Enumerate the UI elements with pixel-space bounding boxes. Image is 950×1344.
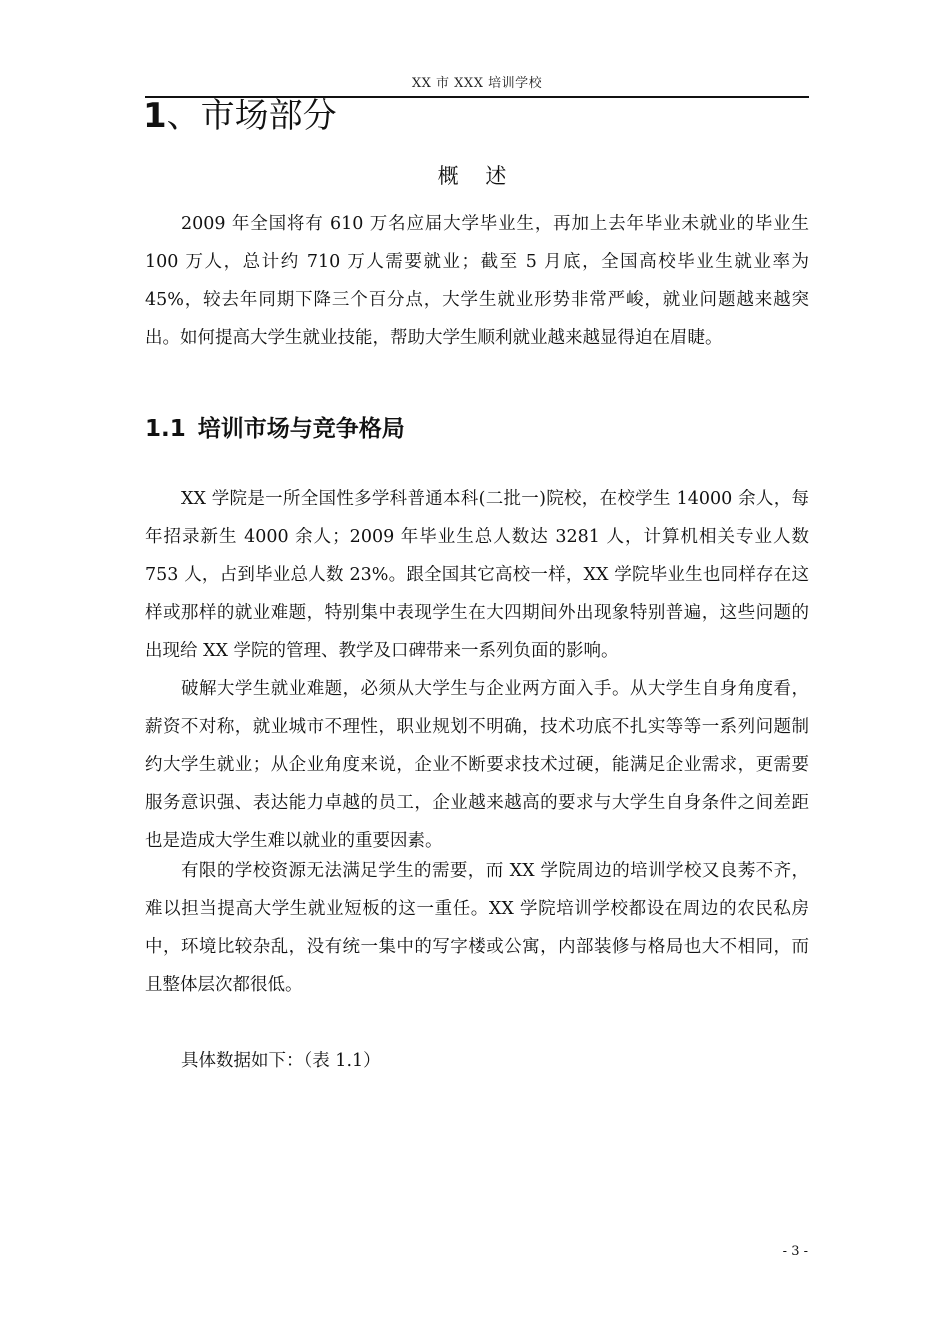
section-paragraph-3: 有限的学校资源无法满足学生的需要，而 XX 学院周边的培训学校又良莠不齐，难以担当提高大学生就业短板的这一重任。XX 学院培训学校都设在周边的农民私房中，环境比较杂乱，没有统一集中的写字楼或公寓，内部装修与格局也大不相同，而且整体层次都很低。: [145, 861, 809, 995]
chapter-separator: 、: [166, 96, 201, 136]
section-title: [145, 411, 405, 447]
overview-paragraph: 2009 年全国将有 610 万名应届大学毕业生，再加上去年毕业未就业的毕业生 100 万人，总计约 710 万人需要就业；截至 5 月底，全国高校毕业生就业率为 45%，较去年同期下降三个百分点，大学生就业形势非常严峻，就业问题越来越突出。如何提高大学生就业技能，帮助大学生顺利就业越来越显得迫在眉睫。: [145, 214, 809, 348]
page-number: - 3 -: [782, 1244, 808, 1259]
section-paragraph-1: XX 学院是一所全国性多学科普通本科(二批一)院校，在校学生 14000 余人，每年招录新生 4000 余人；2009 年毕业生总人数达 3281 人，计算机相关专业人数 753 人，占到毕业总人数 23%。跟全国其它高校一样，XX 学院毕业生也同样存在这样或那样的就业难题，特别集中表现学生在大四期间外出现象特别普遍，这些问题的出现给 XX 学院的管理、教学及口碑带来一系列负面的影响。: [145, 489, 809, 661]
section-title-text: 培训市场与竞争格局: [197, 416, 405, 442]
section-number: 1.1: [145, 416, 186, 442]
chapter-number: 1: [143, 96, 167, 136]
running-header: XX 市 XXX 培训学校: [411, 76, 543, 91]
table-reference-line: 具体数据如下：（表 1.1）: [181, 1051, 381, 1071]
section-paragraph-2: 破解大学生就业难题，必须从大学生与企业两方面入手。从大学生自身角度看，薪资不对称，就业城市不理性，职业规划不明确，技术功底不扎实等等一系列问题制约大学生就业；从企业角度来说，企业不断要求技术过硬，能满足企业需求，更需要服务意识强、表达能力卓越的员工，企业越来越高的要求与大学生自身条件之间差距也是造成大学生难以就业的重要因素。: [145, 679, 809, 851]
overview-heading: 概 述: [437, 164, 517, 188]
chapter-title-text: 市场部分: [200, 96, 337, 136]
chapter-title: [143, 92, 337, 140]
